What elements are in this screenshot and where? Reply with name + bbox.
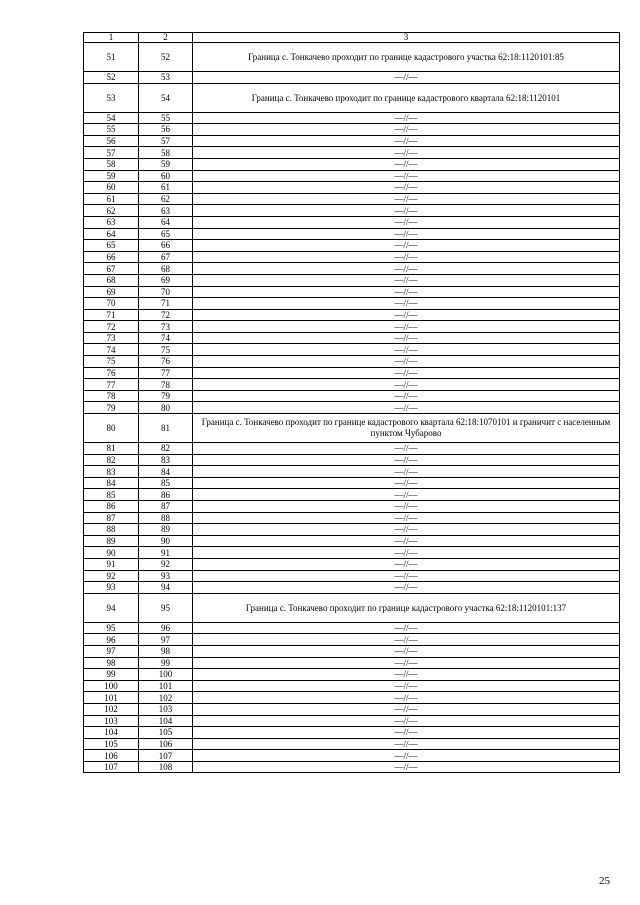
boundary-description-cell: —//— (193, 524, 620, 536)
table-row (84, 570, 620, 582)
to-point-cell: 93 (139, 570, 193, 582)
boundary-description-cell: —//— (193, 582, 620, 594)
to-point-cell: 86 (139, 489, 193, 501)
boundary-description-cell: —//— (193, 477, 620, 489)
table-row (84, 356, 620, 368)
boundary-description-cell: Граница с. Тонкачево проходит по границе кадастрового квартала 62:18:1120101 (193, 83, 620, 112)
from-point-cell: 67 (84, 263, 139, 275)
boundary-description-cell: —//— (193, 634, 620, 646)
to-point-cell: 71 (139, 298, 193, 310)
boundary-description-cell: —//— (193, 680, 620, 692)
to-point-cell: 101 (139, 680, 193, 692)
from-point-cell: 93 (84, 582, 139, 594)
to-point-cell: 82 (139, 443, 193, 455)
boundary-description-cell: —//— (193, 692, 620, 704)
table-row (84, 680, 620, 692)
boundary-description-cell: —//— (193, 124, 620, 136)
to-point-cell: 103 (139, 703, 193, 715)
header-cell-2: 2 (139, 33, 193, 43)
boundary-description-cell: —//— (193, 356, 620, 368)
to-point-cell: 67 (139, 251, 193, 263)
table-row (84, 112, 620, 124)
boundary-description-cell: —//— (193, 570, 620, 582)
to-point-cell: 107 (139, 750, 193, 762)
from-point-cell: 107 (84, 761, 139, 773)
from-point-cell: 74 (84, 344, 139, 356)
from-point-cell: 80 (84, 414, 139, 443)
table-row (84, 715, 620, 727)
table-row (84, 443, 620, 455)
boundary-description-cell: —//— (193, 535, 620, 547)
table-row (84, 274, 620, 286)
boundary-description-cell: —//— (193, 750, 620, 762)
boundary-description-cell: —//— (193, 193, 620, 205)
table-row (84, 158, 620, 170)
to-point-cell: 53 (139, 72, 193, 84)
from-point-cell: 75 (84, 356, 139, 368)
to-point-cell: 96 (139, 622, 193, 634)
boundary-table (83, 32, 620, 773)
table-row (84, 738, 620, 750)
from-point-cell: 92 (84, 570, 139, 582)
table-row (84, 489, 620, 501)
to-point-cell: 98 (139, 645, 193, 657)
from-point-cell: 70 (84, 298, 139, 310)
from-point-cell: 61 (84, 193, 139, 205)
table-row (84, 298, 620, 310)
from-point-cell: 60 (84, 182, 139, 194)
boundary-description-cell: —//— (193, 286, 620, 298)
from-point-cell: 96 (84, 634, 139, 646)
boundary-description-cell: —//— (193, 622, 620, 634)
boundary-description-cell: —//— (193, 390, 620, 402)
from-point-cell: 73 (84, 332, 139, 344)
table-row (84, 727, 620, 739)
table-row (84, 512, 620, 524)
from-point-cell: 88 (84, 524, 139, 536)
from-point-cell: 105 (84, 738, 139, 750)
table-row (84, 402, 620, 414)
from-point-cell: 57 (84, 147, 139, 159)
to-point-cell: 60 (139, 170, 193, 182)
table-row (84, 454, 620, 466)
boundary-description-cell: —//— (193, 669, 620, 681)
to-point-cell: 87 (139, 501, 193, 513)
to-point-cell: 83 (139, 454, 193, 466)
to-point-cell: 61 (139, 182, 193, 194)
header-cell-1: 1 (84, 33, 139, 43)
to-point-cell: 84 (139, 466, 193, 478)
to-point-cell: 88 (139, 512, 193, 524)
table-row (84, 645, 620, 657)
from-point-cell: 58 (84, 158, 139, 170)
from-point-cell: 82 (84, 454, 139, 466)
to-point-cell: 55 (139, 112, 193, 124)
boundary-description-cell: —//— (193, 182, 620, 194)
to-point-cell: 105 (139, 727, 193, 739)
from-point-cell: 95 (84, 622, 139, 634)
table-row (84, 669, 620, 681)
table-row (84, 657, 620, 669)
boundary-description-cell: —//— (193, 228, 620, 240)
page-number: 25 (599, 875, 610, 887)
to-point-cell: 85 (139, 477, 193, 489)
from-point-cell: 79 (84, 402, 139, 414)
to-point-cell: 73 (139, 321, 193, 333)
table-row (84, 72, 620, 84)
to-point-cell: 89 (139, 524, 193, 536)
table-row (84, 170, 620, 182)
table-row (84, 524, 620, 536)
from-point-cell: 89 (84, 535, 139, 547)
boundary-description-cell: —//— (193, 263, 620, 275)
from-point-cell: 98 (84, 657, 139, 669)
to-point-cell: 90 (139, 535, 193, 547)
boundary-description-cell: —//— (193, 547, 620, 559)
boundary-description-cell: —//— (193, 379, 620, 391)
boundary-description-cell: Граница с. Тонкачево проходит по границе кадастрового квартала 62:18:1070101 и граничит с населенным пунктом Чубарово (193, 414, 620, 443)
from-point-cell: 101 (84, 692, 139, 704)
from-point-cell: 77 (84, 379, 139, 391)
boundary-description-cell: —//— (193, 216, 620, 228)
boundary-description-cell: —//— (193, 367, 620, 379)
table-row (84, 477, 620, 489)
boundary-description-cell: —//— (193, 72, 620, 84)
to-point-cell: 100 (139, 669, 193, 681)
boundary-description-cell: Граница с. Тонкачево проходит по границе кадастрового участка 62:18:1120101:137 (193, 593, 620, 622)
to-point-cell: 92 (139, 558, 193, 570)
boundary-description-cell: —//— (193, 738, 620, 750)
from-point-cell: 55 (84, 124, 139, 136)
from-point-cell: 91 (84, 558, 139, 570)
boundary-description-cell: —//— (193, 727, 620, 739)
from-point-cell: 104 (84, 727, 139, 739)
table-row (84, 379, 620, 391)
to-point-cell: 106 (139, 738, 193, 750)
to-point-cell: 79 (139, 390, 193, 402)
from-point-cell: 83 (84, 466, 139, 478)
table-row (84, 367, 620, 379)
boundary-description-cell: —//— (193, 715, 620, 727)
to-point-cell: 62 (139, 193, 193, 205)
to-point-cell: 54 (139, 83, 193, 112)
from-point-cell: 94 (84, 593, 139, 622)
to-point-cell: 95 (139, 593, 193, 622)
table-row (84, 558, 620, 570)
boundary-description-cell: —//— (193, 454, 620, 466)
table-row (84, 750, 620, 762)
boundary-description-cell: —//— (193, 344, 620, 356)
from-point-cell: 59 (84, 170, 139, 182)
boundary-description-cell: Граница с. Тонкачево проходит по границе кадастрового участка 62:18:1120101:85 (193, 43, 620, 72)
to-point-cell: 97 (139, 634, 193, 646)
table-row (84, 692, 620, 704)
from-point-cell: 76 (84, 367, 139, 379)
from-point-cell: 54 (84, 112, 139, 124)
boundary-description-cell: —//— (193, 645, 620, 657)
table-row (84, 251, 620, 263)
to-point-cell: 75 (139, 344, 193, 356)
from-point-cell: 72 (84, 321, 139, 333)
to-point-cell: 56 (139, 124, 193, 136)
table-row (84, 205, 620, 217)
to-point-cell: 99 (139, 657, 193, 669)
from-point-cell: 65 (84, 240, 139, 252)
from-point-cell: 68 (84, 274, 139, 286)
boundary-description-cell: —//— (193, 147, 620, 159)
boundary-description-cell: —//— (193, 332, 620, 344)
from-point-cell: 78 (84, 390, 139, 402)
from-point-cell: 99 (84, 669, 139, 681)
table-row (84, 344, 620, 356)
table-row (84, 593, 620, 622)
table-row (84, 135, 620, 147)
boundary-description-cell: —//— (193, 158, 620, 170)
boundary-description-cell: —//— (193, 657, 620, 669)
boundary-description-cell: —//— (193, 703, 620, 715)
boundary-description-cell: —//— (193, 402, 620, 414)
to-point-cell: 76 (139, 356, 193, 368)
from-point-cell: 90 (84, 547, 139, 559)
boundary-description-cell: —//— (193, 309, 620, 321)
table-row (84, 228, 620, 240)
from-point-cell: 66 (84, 251, 139, 263)
from-point-cell: 63 (84, 216, 139, 228)
boundary-description-cell: —//— (193, 251, 620, 263)
table-row (84, 182, 620, 194)
to-point-cell: 102 (139, 692, 193, 704)
boundary-description-cell: —//— (193, 512, 620, 524)
boundary-description-cell: —//— (193, 112, 620, 124)
to-point-cell: 69 (139, 274, 193, 286)
boundary-description-cell: —//— (193, 489, 620, 501)
table-row (84, 466, 620, 478)
boundary-description-cell: —//— (193, 761, 620, 773)
from-point-cell: 53 (84, 83, 139, 112)
from-point-cell: 103 (84, 715, 139, 727)
table-row (84, 147, 620, 159)
boundary-description-cell: —//— (193, 298, 620, 310)
from-point-cell: 62 (84, 205, 139, 217)
to-point-cell: 80 (139, 402, 193, 414)
boundary-table-container (83, 32, 619, 773)
from-point-cell: 81 (84, 443, 139, 455)
to-point-cell: 70 (139, 286, 193, 298)
to-point-cell: 68 (139, 263, 193, 275)
table-row (84, 124, 620, 136)
boundary-description-cell: —//— (193, 558, 620, 570)
table-row (84, 622, 620, 634)
to-point-cell: 58 (139, 147, 193, 159)
to-point-cell: 52 (139, 43, 193, 72)
table-row (84, 414, 620, 443)
from-point-cell: 69 (84, 286, 139, 298)
table-row (84, 547, 620, 559)
table-row (84, 263, 620, 275)
to-point-cell: 108 (139, 761, 193, 773)
table-row (84, 535, 620, 547)
from-point-cell: 97 (84, 645, 139, 657)
to-point-cell: 57 (139, 135, 193, 147)
from-point-cell: 52 (84, 72, 139, 84)
boundary-description-cell: —//— (193, 205, 620, 217)
header-cell-3: 3 (193, 33, 620, 43)
table-row (84, 634, 620, 646)
table-row (84, 240, 620, 252)
from-point-cell: 71 (84, 309, 139, 321)
to-point-cell: 91 (139, 547, 193, 559)
boundary-description-cell: —//— (193, 321, 620, 333)
table-row (84, 83, 620, 112)
from-point-cell: 64 (84, 228, 139, 240)
from-point-cell: 85 (84, 489, 139, 501)
from-point-cell: 106 (84, 750, 139, 762)
to-point-cell: 74 (139, 332, 193, 344)
from-point-cell: 51 (84, 43, 139, 72)
to-point-cell: 77 (139, 367, 193, 379)
table-header-row (84, 33, 620, 43)
boundary-description-cell: —//— (193, 466, 620, 478)
from-point-cell: 100 (84, 680, 139, 692)
table-row (84, 501, 620, 513)
to-point-cell: 66 (139, 240, 193, 252)
from-point-cell: 87 (84, 512, 139, 524)
to-point-cell: 64 (139, 216, 193, 228)
boundary-description-cell: —//— (193, 240, 620, 252)
table-row (84, 703, 620, 715)
boundary-description-cell: —//— (193, 170, 620, 182)
boundary-description-cell: —//— (193, 443, 620, 455)
table-row (84, 761, 620, 773)
table-row (84, 309, 620, 321)
boundary-description-cell: —//— (193, 135, 620, 147)
to-point-cell: 94 (139, 582, 193, 594)
table-row (84, 582, 620, 594)
to-point-cell: 59 (139, 158, 193, 170)
table-row (84, 286, 620, 298)
to-point-cell: 72 (139, 309, 193, 321)
boundary-description-cell: —//— (193, 274, 620, 286)
to-point-cell: 63 (139, 205, 193, 217)
from-point-cell: 86 (84, 501, 139, 513)
from-point-cell: 56 (84, 135, 139, 147)
to-point-cell: 81 (139, 414, 193, 443)
table-row (84, 43, 620, 72)
table-row (84, 390, 620, 402)
from-point-cell: 102 (84, 703, 139, 715)
from-point-cell: 84 (84, 477, 139, 489)
to-point-cell: 78 (139, 379, 193, 391)
table-row (84, 216, 620, 228)
table-body (84, 33, 620, 773)
to-point-cell: 104 (139, 715, 193, 727)
table-row (84, 332, 620, 344)
boundary-description-cell: —//— (193, 501, 620, 513)
to-point-cell: 65 (139, 228, 193, 240)
table-row (84, 321, 620, 333)
table-row (84, 193, 620, 205)
